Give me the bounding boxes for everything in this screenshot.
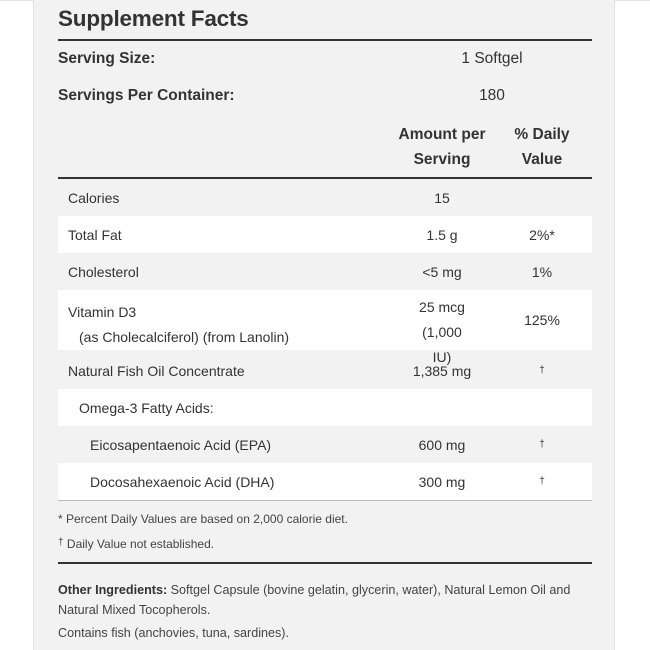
footnote-dagger-text: Daily Value not established. (66, 537, 215, 551)
other-ingredients-label: Other Ingredients: (58, 583, 168, 597)
vitamin-d3-amount-line2: IU) (432, 349, 452, 365)
table-row-omega-3 (58, 389, 592, 426)
servings-per-container-row (58, 78, 592, 114)
table-row-dha (58, 463, 592, 500)
dv-header-line1: % Daily (514, 126, 570, 143)
dv-header-line2: Value (521, 151, 563, 168)
nutrient-amount: 15 (434, 189, 450, 206)
vitamin-d3-source: (as Cholecalciferol) (from Lanolin) (79, 329, 290, 345)
table-row-epa (58, 426, 592, 463)
nutrient-amount: 300 mg (418, 473, 466, 490)
nutrient-amount: 600 mg (418, 436, 466, 453)
nutrient-name: Total Fat (68, 226, 122, 243)
vitamin-d3-amount-line1: 25 mcg (1,000 (419, 299, 465, 340)
table-row-cholesterol (58, 253, 592, 290)
dagger-mark: † (539, 364, 545, 376)
nutrient-name: Natural Fish Oil Concentrate (68, 362, 245, 379)
nutrient-name: Omega-3 Fatty Acids: (79, 399, 214, 416)
servings-per-container-value: 180 (479, 87, 505, 104)
daily-value-footnote (58, 537, 214, 551)
nutrient-dv: 1% (531, 263, 553, 280)
nutrient-amount: 1.5 g (426, 226, 458, 243)
serving-size-value: 1 Softgel (461, 50, 523, 67)
nutrient-name: Eicosapentaenoic Acid (EPA) (90, 436, 272, 453)
nutrient-dv: 125% (524, 312, 560, 328)
dagger-mark: † (539, 475, 545, 487)
nutrient-name: Calories (68, 189, 120, 206)
nutrient-amount: 1,385 mg (412, 362, 472, 379)
nutrient-dv (492, 474, 592, 490)
footnote-dagger: † (58, 537, 64, 548)
table-bottom-rule (58, 500, 592, 501)
servings-per-container-label: Servings Per Container: (58, 87, 235, 104)
nutrient-dv (492, 363, 592, 379)
nutrient-dv (492, 437, 592, 453)
nutrient-dv: 2%* (529, 226, 555, 243)
serving-size-label: Serving Size: (58, 50, 156, 67)
allergen-statement: Contains fish (anchovies, tuna, sardines). (58, 626, 290, 640)
footnote-rule (58, 562, 592, 564)
nutrient-amount: <5 mg (422, 263, 462, 280)
vitamin-d3-name: Vitamin D3 (68, 304, 137, 320)
amount-header-line1: Amount per (398, 126, 486, 143)
daily-value-header (492, 122, 592, 172)
table-row-calories (58, 179, 592, 216)
nutrient-name: Cholesterol (68, 263, 139, 280)
percent-daily-footnote: * Percent Daily Values are based on 2,000 calorie diet. (58, 512, 348, 526)
table-row-vitamin-d3 (58, 290, 592, 365)
table-row-fish-oil (58, 352, 592, 389)
amount-per-serving-header (392, 122, 492, 172)
other-ingredients (58, 580, 592, 620)
panel-title: Supplement Facts (58, 6, 249, 31)
amount-header-line2: Serving (413, 151, 471, 168)
supplement-facts-panel (33, 0, 615, 650)
table-row-total-fat (58, 216, 592, 253)
nutrient-name (68, 300, 289, 350)
nutrient-name: Docosahexaenoic Acid (DHA) (90, 473, 275, 490)
other-ingredients-text: Softgel Capsule (bovine gelatin, glycerin, water), Natural Lemon Oil and Natural Mixed Tocopherols. (58, 583, 571, 617)
column-header (58, 122, 592, 177)
serving-size-row (58, 41, 592, 77)
dagger-mark: † (539, 438, 545, 450)
